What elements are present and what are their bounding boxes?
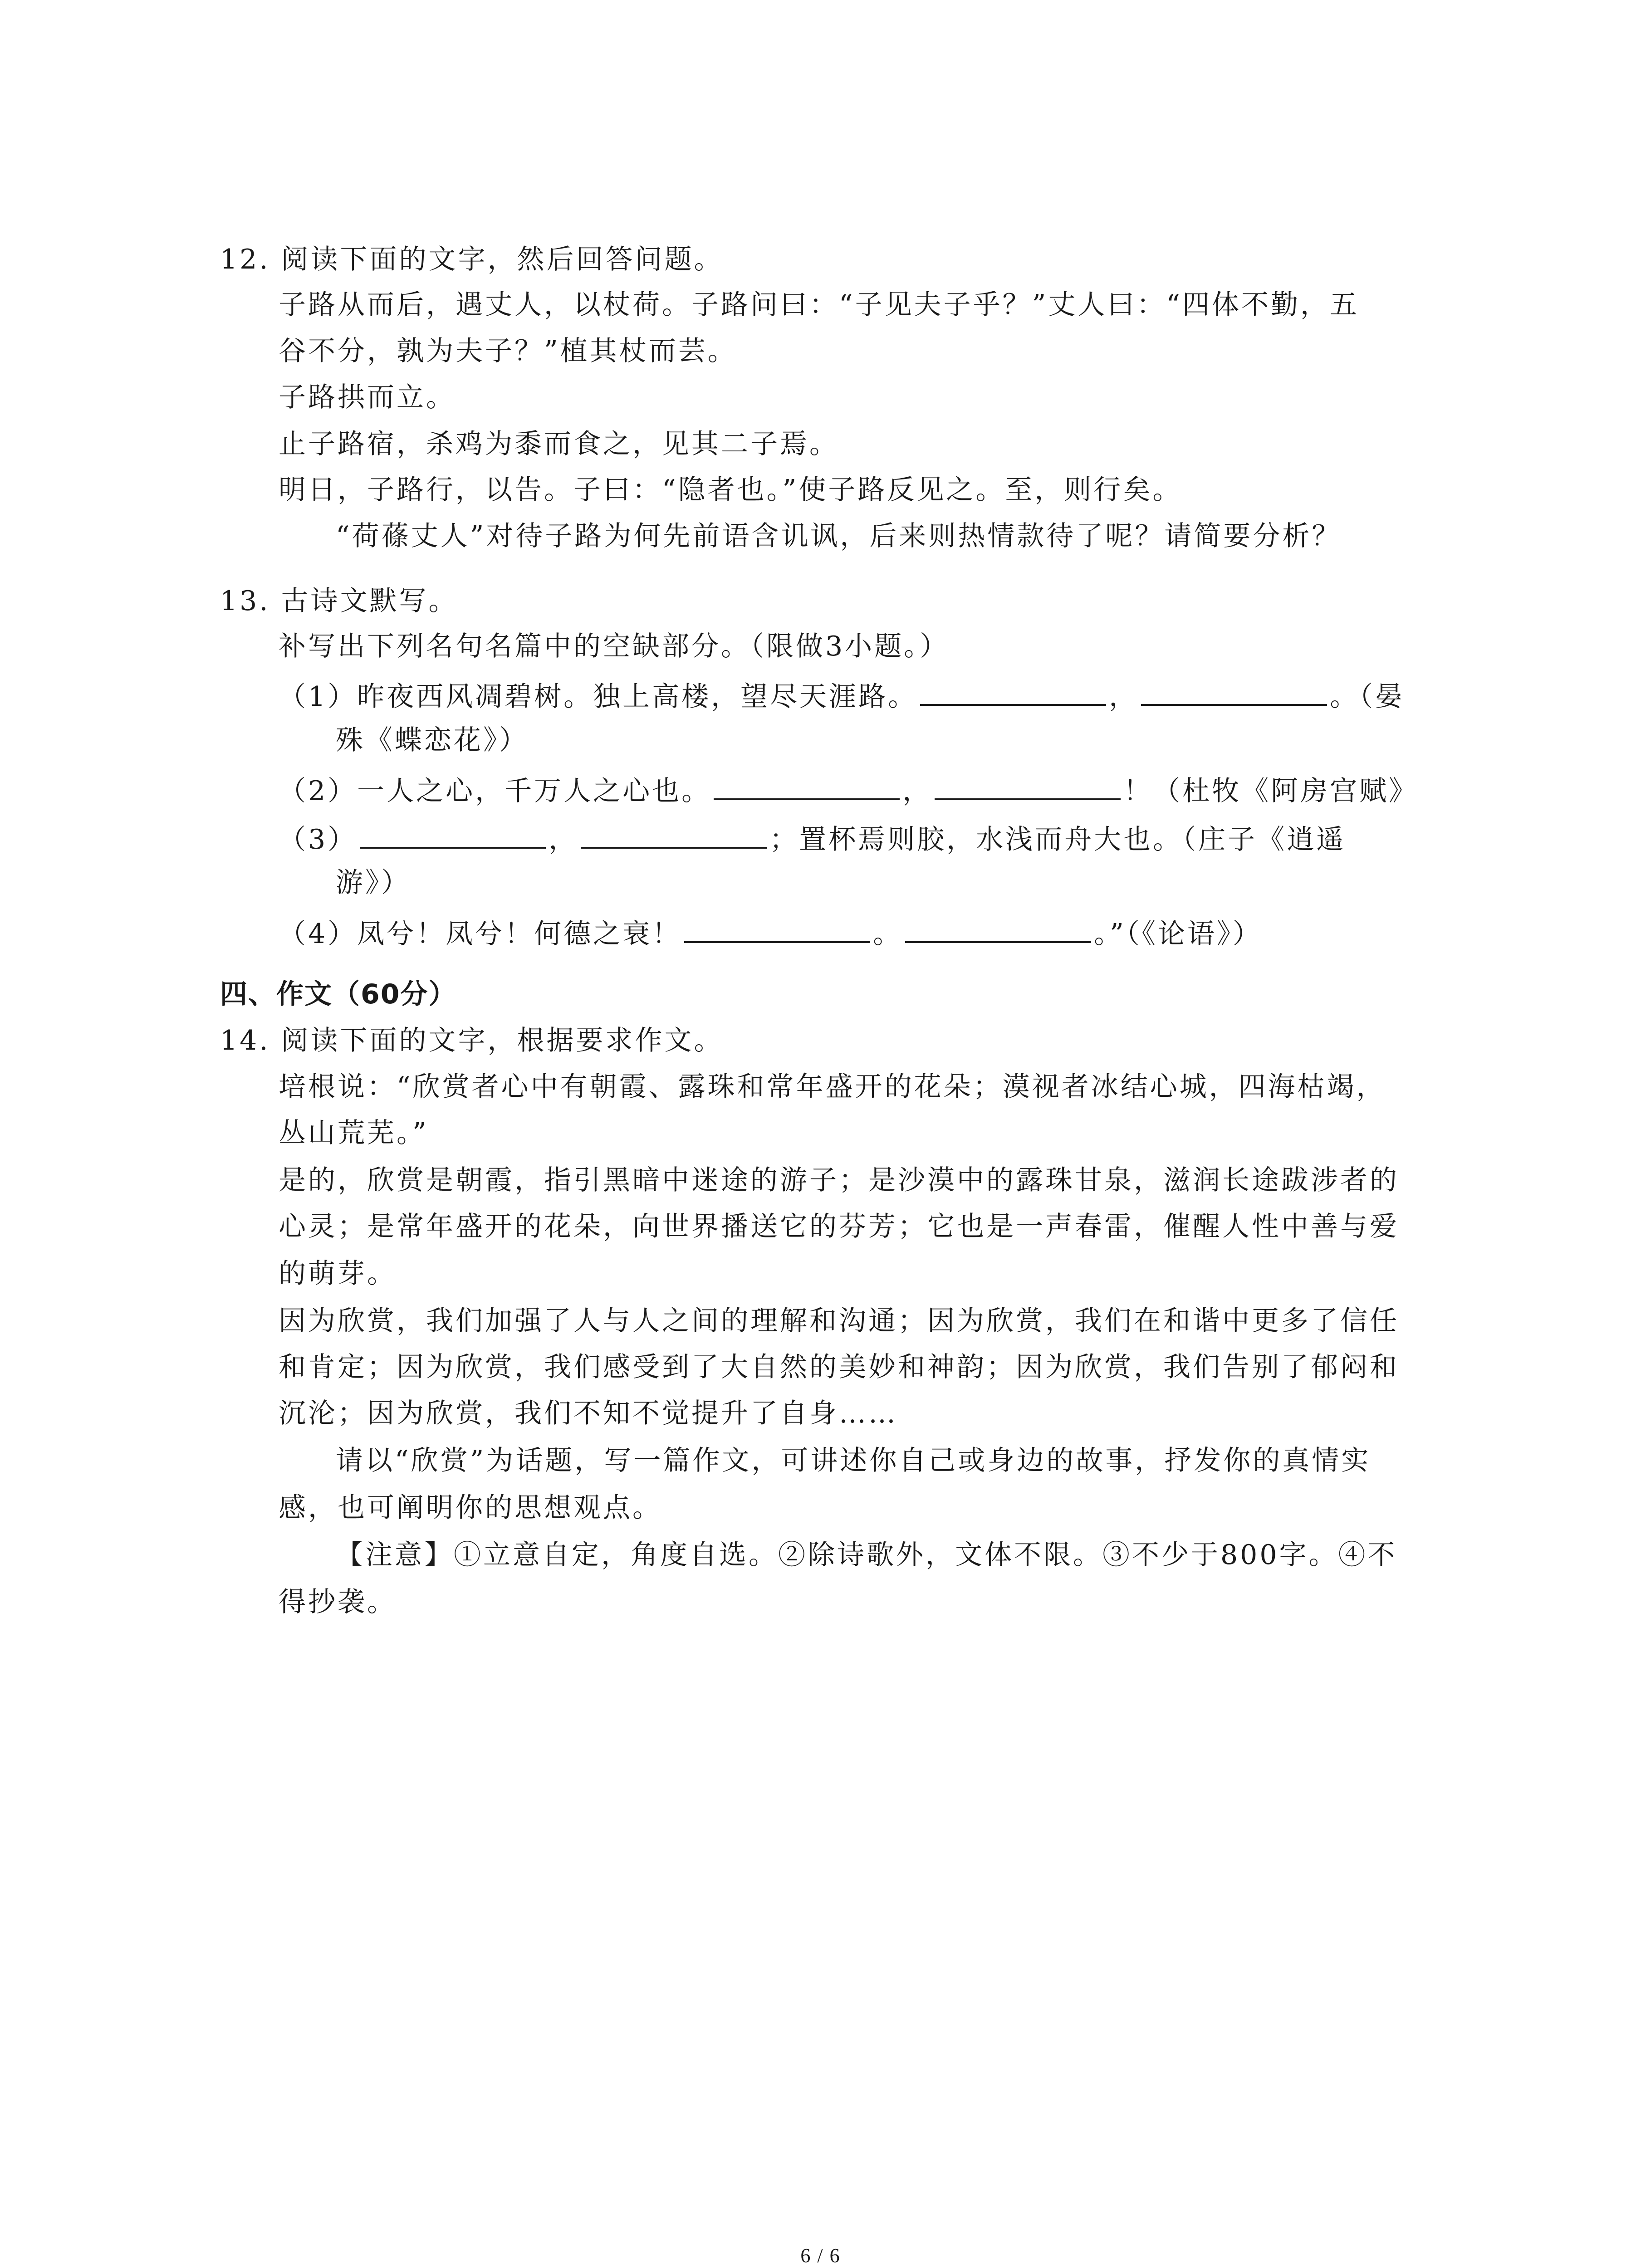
q14-passage-line: 因为欣赏，我们加强了人与人之间的理解和沟通；因为欣赏，我们在和谐中更多了信任 [279, 1305, 1399, 1337]
item-number: （2） [279, 775, 358, 807]
q13-item-3 [279, 821, 1346, 856]
q13-item-2 [279, 772, 1418, 807]
item-number: （4） [279, 918, 358, 950]
q13-item-4 [279, 915, 1262, 950]
q12-passage-line: 谷不分，孰为夫子？”植其杖而芸。 [279, 335, 737, 367]
q13-item-3-continued: 游》） [336, 867, 411, 899]
q14-passage-line: 丛山荒芜。” [279, 1117, 429, 1149]
q14-prompt-line: 感，也可阐明你的思想观点。 [279, 1492, 662, 1524]
q14-passage-line: 沉沦；因为欣赏，我们不知不觉提升了自身…… [279, 1398, 898, 1429]
separator: ， [549, 824, 578, 855]
q14-note-line: 【注意】①立意自定，角度自选。②除诗歌外，文体不限。③不少于800字。④不 [336, 1539, 1397, 1571]
fill-blank[interactable] [684, 915, 870, 943]
fill-blank[interactable] [714, 772, 900, 800]
q13-stem: 13. 古诗文默写。 [220, 585, 458, 617]
section-heading: 四、作文（60分） [220, 978, 457, 1010]
q13-item-1-continued: 殊《蝶恋花》） [336, 724, 529, 756]
item-source: ！（杜牧《阿房宫赋》 [1123, 775, 1419, 807]
fill-blank[interactable] [920, 678, 1106, 706]
separator: ， [902, 775, 932, 807]
item-number: （1） [279, 681, 358, 713]
item-text: 一人之心，千万人之心也。 [357, 775, 711, 807]
q14-stem: 14. 阅读下面的文字，根据要求作文。 [220, 1025, 724, 1056]
separator: ， [1109, 681, 1139, 713]
q14-prompt-line: 请以“欣赏”为话题，写一篇作文，可讲述你自己或身边的故事，抒发你的真情实 [336, 1445, 1371, 1476]
q14-passage-line: 是的，欣赏是朝霞，指引黑暗中迷途的游子；是沙漠中的露珠甘泉，滋润长途跋涉者的 [279, 1164, 1399, 1196]
q12-passage-line: 子路从而后，遇丈人，以杖荷。子路问曰：“子见夫子乎？”丈人曰：“四体不勤，五 [279, 289, 1360, 321]
q14-note-line: 得抄袭。 [279, 1586, 397, 1618]
fill-blank[interactable] [581, 821, 767, 849]
q14-passage-line: 的萌芽。 [279, 1258, 397, 1290]
q14-passage-line: 培根说：“欣赏者心中有朝霞、露珠和常年盛开的花朵；漠视者冰结心城，四海枯竭， [279, 1071, 1386, 1103]
item-source: 。（晏 [1330, 681, 1405, 713]
q14-passage-line: 心灵；是常年盛开的花朵，向世界播送它的芬芳；它也是一声春雷，催醒人性中善与爱 [279, 1211, 1399, 1242]
fill-blank[interactable] [935, 772, 1121, 800]
item-number: （3） [279, 824, 358, 855]
fill-blank[interactable] [905, 915, 1091, 943]
item-text: 凤兮！凤兮！何德之衰！ [357, 918, 682, 950]
q12-passage-line: 子路拱而立。 [279, 381, 456, 413]
q12-stem: 12. 阅读下面的文字，然后回答问题。 [220, 244, 724, 275]
q12-passage-line: 止子路宿，杀鸡为黍而食之，见其二子焉。 [279, 428, 839, 460]
separator: 。 [873, 918, 903, 950]
q12-question: “荷蓧丈人”对待子路为何先前语含讥讽，后来则热情款待了呢？请简要分析？ [336, 520, 1342, 552]
q12-passage-line: 明日，子路行，以告。子曰：“隐者也。”使子路反见之。至，则行矣。 [279, 474, 1182, 506]
fill-blank[interactable] [360, 821, 546, 849]
page-number: 6 / 6 [800, 2244, 841, 2267]
q14-passage-line: 和肯定；因为欣赏，我们感受到了大自然的美妙和神韵；因为欣赏，我们告别了郁闷和 [279, 1351, 1399, 1383]
q13-instruction: 补写出下列名句名篇中的空缺部分。（限做3小题。） [279, 631, 950, 662]
item-text: 昨夜西风凋碧树。独上高楼，望尽天涯路。 [357, 681, 918, 713]
fill-blank[interactable] [1141, 678, 1327, 706]
q13-item-1 [279, 678, 1405, 713]
item-source: 。”（《论语》） [1094, 918, 1262, 950]
item-text: ；置杯焉则胶，水浅而舟大也。（庄子《逍遥 [769, 824, 1346, 855]
